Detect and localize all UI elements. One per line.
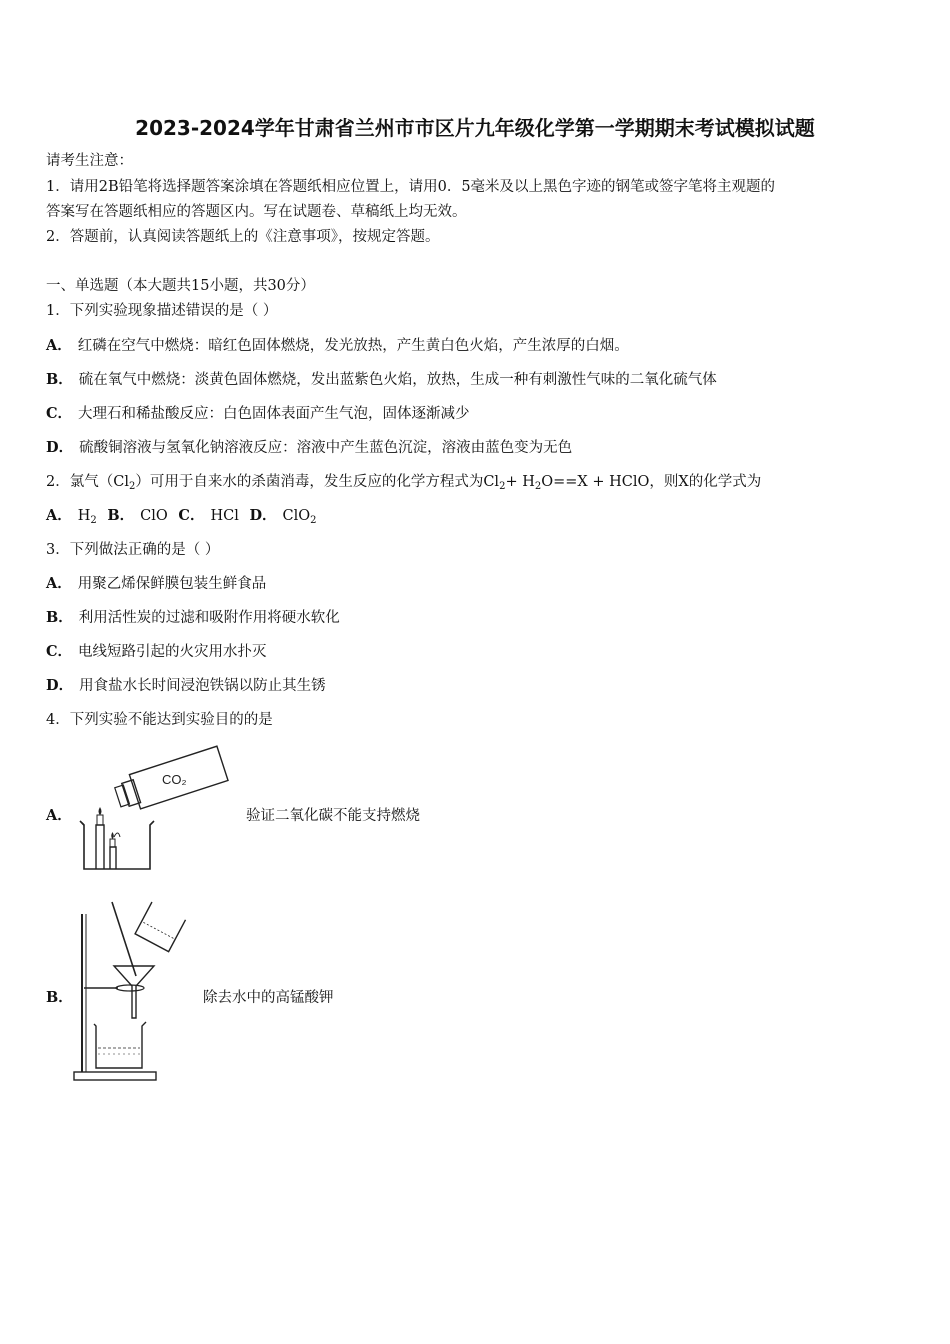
q1-option-d — [46, 438, 572, 458]
q2-stem-subscript: 2 — [128, 481, 136, 492]
q3-option-b — [46, 608, 340, 628]
page-title: 2023-2024学年甘肃省兰州市市区片九年级化学第一学期期末考试模拟试题 — [135, 116, 815, 140]
section-heading: 一、单选题（本大题共15小题，共30分） — [46, 278, 315, 294]
q3-option-c — [46, 642, 267, 662]
option-label: A． — [46, 337, 72, 354]
filtration-apparatus-icon — [70, 900, 190, 1090]
co2-bottle-label: CO₂ — [162, 772, 187, 787]
q2-stem — [46, 472, 761, 497]
option-label: C． — [46, 643, 73, 660]
option-text: 大理石和稀盐酸反应：白色固体表面产生气泡，固体逐渐减少 — [78, 406, 470, 422]
q4-stem: 4．下列实验不能达到实验目的的是 — [46, 712, 273, 728]
notice-item-1-line-1: 1．请用2B铅笔将选择题答案涂填在答题纸相应位置上，请用0．5毫米及以上黑色字迹的钢笔或签字笔将主观题的 — [46, 179, 776, 195]
q3-stem: 3．下列做法正确的是（ ） — [46, 542, 220, 558]
option-text: 硫在氧气中燃烧：淡黄色固体燃烧，发出蓝紫色火焰，放热，生成一种有刺激性气味的二氧化硫气体 — [78, 372, 717, 388]
option-text: H — [77, 508, 91, 524]
co2-beaker-candles-icon — [70, 745, 230, 875]
option-text: 电线短路引起的火灾用水扑灭 — [78, 644, 267, 660]
q2-stem-subscript: 2 — [499, 481, 506, 492]
option-label: A． — [46, 507, 72, 524]
option-label: B． — [107, 507, 135, 524]
option-label: B． — [46, 371, 73, 388]
option-text: ClO — [140, 508, 168, 524]
q1-option-c — [46, 404, 470, 424]
q1-option-b — [46, 370, 717, 390]
option-label: C． — [46, 405, 73, 422]
option-text: ClO — [282, 508, 311, 524]
q2-stem-part: 2．氯气（Cl — [46, 474, 129, 490]
q3-option-a — [46, 574, 266, 594]
option-text: 用食盐水长时间浸泡铁锅以防止其生锈 — [79, 678, 326, 694]
option-subscript: 2 — [310, 515, 317, 526]
option-label: D． — [46, 677, 74, 694]
option-text: 利用活性炭的过滤和吸附作用将硬水软化 — [78, 610, 340, 626]
option-label: D． — [249, 507, 277, 524]
q2-stem-subscript: 2 — [534, 481, 542, 492]
option-label: D． — [46, 439, 74, 456]
q4-option-a-label: A． — [46, 807, 72, 824]
option-label: B． — [46, 609, 73, 626]
option-text: 硫酸铜溶液与氢氧化钠溶液反应：溶液中产生蓝色沉淀，溶液由蓝色变为无色 — [79, 440, 573, 456]
option-text: 红磷在空气中燃烧：暗红色固体燃烧，发光放热，产生黄白色火焰，产生浓厚的白烟。 — [77, 338, 629, 354]
notice-heading: 请考生注意： — [46, 153, 133, 169]
q2-options — [46, 506, 317, 531]
q4-option-b-label: B． — [46, 989, 73, 1006]
q4-option-a-caption: 验证二氧化碳不能支持燃烧 — [246, 808, 420, 824]
option-subscript: 2 — [90, 515, 97, 526]
option-label: C． — [178, 507, 205, 524]
q2-stem-part: ）可用于自来水的杀菌消毒，发生反应的化学方程式为Cl — [135, 474, 500, 490]
option-label: A． — [46, 575, 72, 592]
q1-option-a — [46, 336, 629, 356]
q2-stem-part: + H — [505, 474, 535, 490]
notice-item-1-line-2: 答案写在答题纸相应的答题区内。写在试题卷、草稿纸上均无效。 — [46, 204, 467, 220]
option-text: HCl — [210, 508, 239, 524]
notice-item-2: 2．答题前，认真阅读答题纸上的《注意事项》，按规定答题。 — [46, 229, 440, 245]
q1-stem: 1．下列实验现象描述错误的是（ ） — [46, 303, 278, 319]
q2-stem-part: O==X + HClO，则X的化学式为 — [541, 474, 762, 490]
q3-option-d — [46, 676, 326, 696]
option-text: 用聚乙烯保鲜膜包装生鲜食品 — [77, 576, 267, 592]
q4-option-b-caption: 除去水中的高锰酸钾 — [203, 990, 334, 1006]
